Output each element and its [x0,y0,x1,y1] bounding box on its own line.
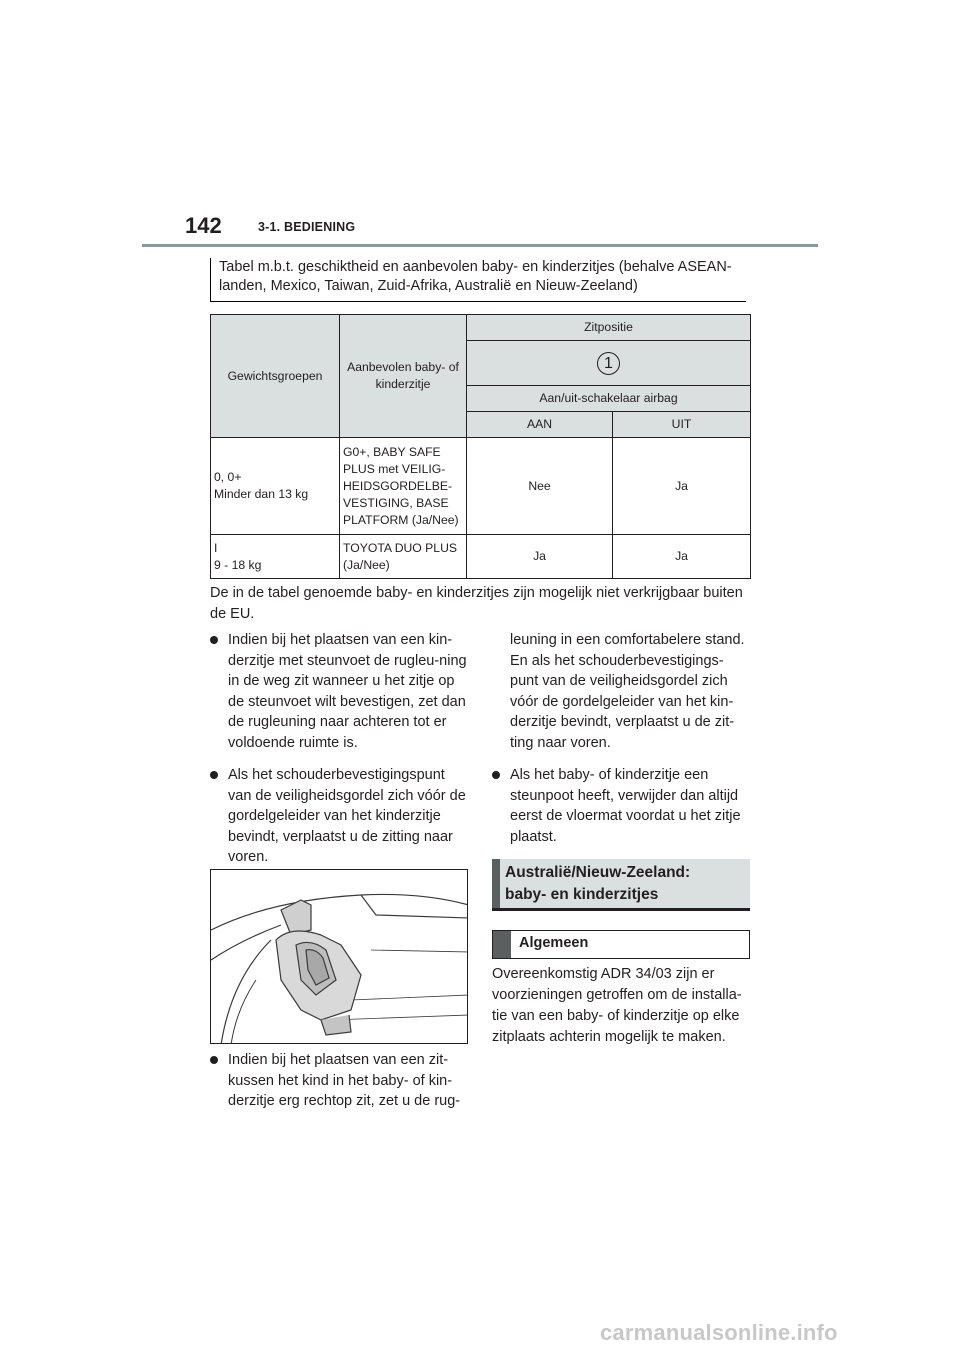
header-seat-position: Zitpositie [467,315,751,341]
table-caption: Tabel m.b.t. geschiktheid en aanbevolen baby- en kinderzitjes (behalve ASEAN-landen, Mexico, Taiwan, Zuid-Afrika, Australië en Nieuw-Zeeland) [210,258,746,302]
airbag-on-cell: Nee [467,438,613,535]
bottom-bullet-list [210,1050,468,1124]
page-number: 142 [185,213,222,238]
position-number-badge: 1 [597,352,620,375]
list-item: Als het baby- of kinderzitje een steunpoot heeft, verwijder dan altijd eerst de vloermat voordat u het zitje plaatst. [492,765,750,847]
bullet-icon [210,636,218,644]
sub-heading: Algemeen [492,930,750,959]
list-item: Indien bij het plaatsen van een zit-kussen het kind in het baby- of kin-derzitje erg rechtop zit, zet u de rug- [210,1050,468,1112]
left-bullet-list [210,630,468,880]
weight-group-cell: I 9 - 18 kg [211,535,340,579]
header-recommended-seat: Aanbevolen baby- of kinderzitje [340,315,467,438]
table-row [211,535,751,579]
header-position-number [467,341,751,386]
watermark: carmanualsonline.info [600,1320,838,1345]
general-paragraph: Overeenkomstig ADR 34/03 zijn er voorzieningen getroffen om de installa-tie van een baby- of kinderzitje op elke zitplaats achterin mogelijk te maken. [492,966,742,1045]
table-row [211,438,751,535]
header-divider [142,244,818,247]
weight-group-cell: 0, 0+ Minder dan 13 kg [211,438,340,535]
availability-note: De in de tabel genoemde baby- en kinderzitjes zijn mogelijk niet verkrijgbaar buiten de EU. [210,585,743,622]
bullet-icon [210,1056,218,1064]
heading-accent-bar [492,859,500,908]
list-item: Indien bij het plaatsen van een kin-derzitje met steunvoet de rugleu-ning in de weg zit wanneer u het zitje op de steunvoet wilt bevestigen, zet dan de rugleuning naar achteren tot er voldoende ruimte is. [210,630,468,753]
header-weight-groups: Gewichtsgroepen [211,315,340,438]
list-item: Als het schouderbevestigingspunt van de veiligheidsgordel zich vóór de gordelgeleider van het kinderzitje bevindt, verplaatst u de zitting naar voren. [210,765,468,868]
airbag-on-cell: Ja [467,535,613,579]
header-airbag-switch: Aan/uit-schakelaar airbag [467,386,751,412]
airbag-off-cell: Ja [613,535,751,579]
seat-cell: G0+, BABY SAFE PLUS met VEILIG-HEIDSGORDELBE-VESTIGING, BASE PLATFORM (Ja/Nee) [340,438,467,535]
section-title: 3-1. BEDIENING [258,220,356,234]
continued-text: leuning in een comfortabelere stand. En als het schouderbevestigings-punt van de veiligheidsgordel zich vóór de gordelgeleider van het kin-derzitje bevindt, verplaatst u de zit-ting naar voren. [510,632,745,751]
right-bullet-list [492,630,750,859]
header-airbag-on: AAN [467,412,613,438]
section-heading: Australië/Nieuw-Zeeland: baby- en kinderzitjes [492,859,750,911]
child-seat-illustration [210,869,468,1044]
sub-heading-accent-bar [493,931,511,958]
bullet-icon [492,771,500,779]
bullet-icon [210,771,218,779]
compatibility-table [210,314,751,579]
seat-cell: TOYOTA DUO PLUS (Ja/Nee) [340,535,467,579]
header-airbag-off: UIT [613,412,751,438]
airbag-off-cell: Ja [613,438,751,535]
